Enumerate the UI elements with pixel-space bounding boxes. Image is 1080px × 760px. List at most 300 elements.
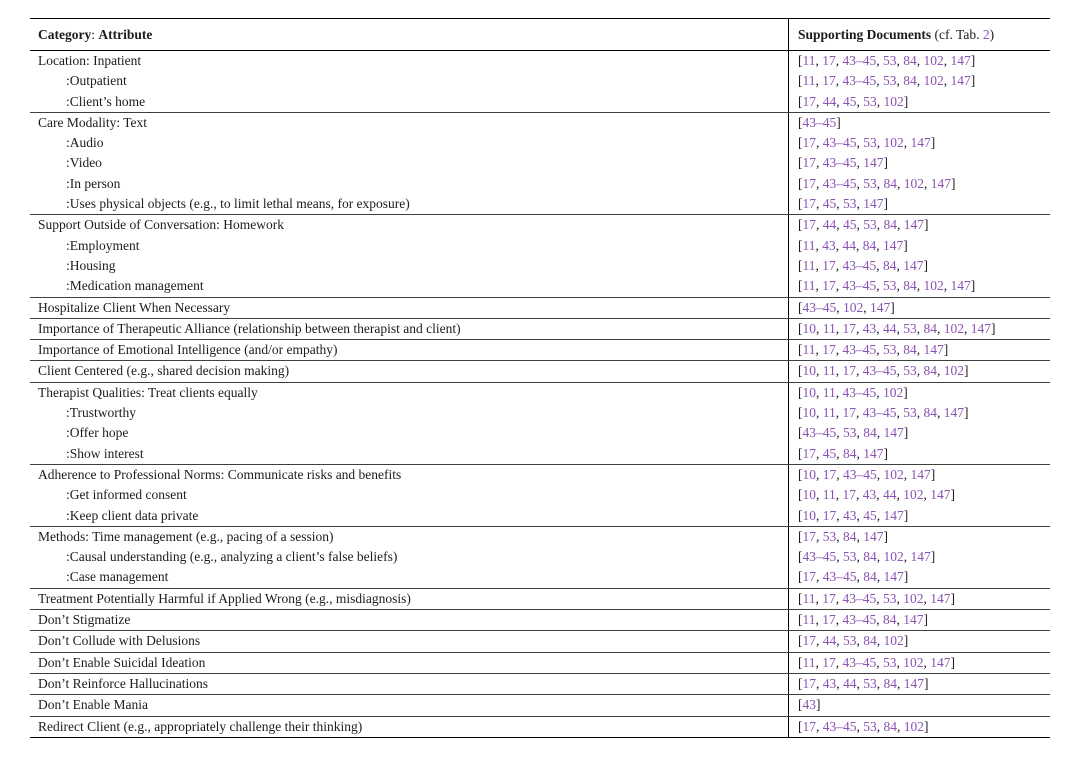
- citation-link[interactable]: 11: [802, 654, 816, 670]
- citation-link[interactable]: 43: [862, 320, 877, 336]
- citation-link[interactable]: 43–45: [862, 405, 897, 421]
- citation-link[interactable]: 84: [863, 549, 877, 565]
- citation-link[interactable]: 53: [843, 196, 857, 212]
- citation-link[interactable]: 147: [883, 237, 904, 253]
- citation-separator: ,: [916, 342, 924, 358]
- citation-link[interactable]: 44: [883, 320, 897, 336]
- citation-link[interactable]: 43: [843, 507, 857, 523]
- citation-link[interactable]: 84: [903, 278, 917, 294]
- row-group: [30, 51, 1050, 112]
- citation-link[interactable]: 147: [950, 53, 971, 68]
- citation-separator: ,: [937, 405, 944, 421]
- citation-separator: ,: [816, 384, 823, 400]
- citation-link[interactable]: 102: [843, 299, 864, 315]
- citation-separator: ,: [816, 633, 823, 649]
- citation-link[interactable]: 17: [822, 53, 836, 68]
- citation-link[interactable]: 102: [923, 53, 944, 68]
- bracket-open: [: [798, 155, 803, 171]
- citation-separator: ,: [856, 363, 863, 379]
- bracket-open: [: [798, 445, 803, 461]
- citation-link[interactable]: 53: [843, 549, 857, 565]
- citation-link[interactable]: 147: [883, 425, 904, 441]
- citation-link[interactable]: 53: [903, 363, 917, 379]
- citation-list: [788, 236, 1050, 256]
- bracket-open: [: [798, 73, 803, 89]
- citation-link[interactable]: 84: [923, 405, 937, 421]
- citation-link[interactable]: 53: [883, 278, 897, 294]
- citation-link[interactable]: 17: [842, 320, 856, 336]
- citation-separator: ,: [856, 93, 864, 109]
- citation-separator: ,: [896, 53, 904, 68]
- citation-separator: ,: [896, 73, 904, 89]
- citation-link[interactable]: 147: [863, 196, 884, 212]
- citation-link[interactable]: 11: [822, 384, 836, 400]
- citation-link[interactable]: 45: [843, 93, 857, 109]
- citation-link[interactable]: 102: [923, 278, 944, 294]
- citation-link[interactable]: 147: [863, 445, 884, 461]
- citation-link[interactable]: 147: [930, 175, 951, 191]
- citation-link[interactable]: 17: [802, 569, 816, 585]
- citation-link[interactable]: 11: [802, 73, 816, 89]
- citation-link[interactable]: 43–45: [822, 135, 857, 151]
- attribute-label: :Audio: [66, 135, 104, 151]
- citation-separator: ,: [835, 237, 843, 253]
- row-group: [30, 673, 1050, 694]
- citation-list: [788, 695, 1050, 715]
- citation-link[interactable]: 11: [802, 612, 816, 628]
- citation-link[interactable]: 147: [863, 528, 884, 544]
- citation-link[interactable]: 147: [863, 155, 884, 171]
- bracket-open: [: [798, 569, 803, 585]
- citation-list: [788, 215, 1050, 235]
- citation-link[interactable]: 102: [943, 320, 964, 336]
- citation-link[interactable]: 17: [802, 196, 816, 212]
- citation-link[interactable]: 84: [883, 257, 897, 273]
- citation-separator: ,: [876, 487, 883, 503]
- citation-link[interactable]: 102: [883, 135, 904, 151]
- attribute-label: :In person: [66, 175, 121, 191]
- citation-separator: ,: [876, 237, 883, 253]
- citation-link[interactable]: 43–45: [842, 257, 877, 273]
- citation-link[interactable]: 11: [802, 342, 816, 358]
- col-header-category-attribute: [30, 27, 788, 43]
- header-docs-suffix: ): [989, 26, 995, 42]
- citation-separator: ,: [815, 278, 823, 294]
- citation-link[interactable]: 17: [802, 445, 816, 461]
- citation-separator: ,: [816, 528, 823, 544]
- citation-link[interactable]: 17: [802, 155, 816, 171]
- attribute-label: :Keep client data private: [66, 507, 199, 523]
- attribute-label: Don’t Enable Suicidal Ideation: [38, 654, 206, 670]
- citation-link[interactable]: 43–45: [842, 53, 877, 68]
- citation-link[interactable]: 102: [883, 549, 904, 565]
- citation-link[interactable]: 44: [843, 675, 857, 691]
- citation-link[interactable]: 102: [883, 384, 904, 400]
- citation-link[interactable]: 17: [822, 73, 836, 89]
- bracket-close: ]: [903, 569, 909, 585]
- citation-separator: ,: [916, 320, 924, 336]
- bracket-open: [: [798, 237, 803, 253]
- citation-link[interactable]: 84: [883, 675, 897, 691]
- attribute-label: Don’t Enable Mania: [38, 697, 148, 713]
- citation-link[interactable]: 84: [843, 528, 857, 544]
- citation-link[interactable]: 102: [903, 175, 924, 191]
- citation-link[interactable]: 84: [863, 569, 877, 585]
- citation-separator: ,: [897, 718, 904, 734]
- citation-separator: ,: [903, 466, 911, 482]
- bracket-close: ]: [930, 135, 936, 151]
- citation-list: [788, 485, 1050, 505]
- bracket-open: [: [798, 528, 803, 544]
- citation-link[interactable]: 147: [870, 299, 891, 315]
- citation-link[interactable]: 102: [923, 73, 944, 89]
- citation-separator: ,: [916, 405, 924, 421]
- citation-link[interactable]: 17: [842, 405, 856, 421]
- citation-link[interactable]: 53: [883, 73, 897, 89]
- citation-link[interactable]: 147: [950, 73, 971, 89]
- table-row: [30, 653, 1050, 673]
- citation-link[interactable]: 53: [883, 342, 897, 358]
- citation-link[interactable]: 43–45: [843, 466, 877, 482]
- citation-separator: ,: [835, 342, 843, 358]
- bracket-open: [: [798, 633, 803, 649]
- bracket-close: ]: [816, 697, 821, 713]
- citation-separator: ,: [856, 405, 863, 421]
- attribute-label: Treatment Potentially Harmful if Applied Wrong (e.g., misdiagnosis): [38, 590, 411, 606]
- bracket-close: ]: [991, 320, 996, 336]
- attribute-label: :Housing: [66, 257, 116, 273]
- citation-separator: ,: [876, 425, 884, 441]
- citation-link[interactable]: 84: [843, 445, 857, 461]
- citation-link[interactable]: 102: [883, 93, 904, 109]
- citation-link[interactable]: 53: [863, 175, 877, 191]
- citation-link[interactable]: 44: [883, 487, 897, 503]
- citation-link[interactable]: 44: [842, 237, 856, 253]
- citation-link[interactable]: 102: [943, 363, 964, 379]
- citation-link[interactable]: 17: [842, 363, 856, 379]
- bracket-close: ]: [903, 237, 908, 253]
- citation-list: [788, 71, 1050, 91]
- citation-link[interactable]: 10: [802, 384, 816, 400]
- citation-separator: ,: [876, 175, 884, 191]
- citation-separator: ,: [836, 675, 843, 691]
- citation-link[interactable]: 43: [822, 237, 836, 253]
- citation-link[interactable]: 84: [863, 425, 877, 441]
- citation-link[interactable]: 45: [822, 445, 837, 461]
- citation-list: [788, 383, 1050, 403]
- table-header-row: [30, 19, 1050, 51]
- citation-link[interactable]: 147: [910, 549, 931, 565]
- citation-link[interactable]: 17: [802, 93, 816, 109]
- citation-link[interactable]: 11: [802, 590, 816, 606]
- citation-link[interactable]: 147: [930, 654, 951, 670]
- citation-link[interactable]: 53: [843, 425, 857, 441]
- citation-separator: ,: [856, 237, 863, 253]
- citation-link[interactable]: 84: [863, 633, 877, 649]
- citation-link[interactable]: 17: [822, 612, 836, 628]
- citation-link[interactable]: 102: [903, 718, 924, 734]
- citation-link[interactable]: 43–45: [822, 175, 857, 191]
- citation-separator: ,: [896, 612, 904, 628]
- citation-link[interactable]: 102: [903, 654, 924, 670]
- citation-separator: ,: [897, 175, 904, 191]
- citation-link[interactable]: 53: [822, 528, 837, 544]
- citation-separator: ,: [897, 217, 904, 233]
- citation-link[interactable]: 43–45: [802, 549, 837, 565]
- table-row: [30, 444, 1050, 464]
- citation-link[interactable]: 147: [903, 257, 924, 273]
- citation-link[interactable]: 147: [930, 590, 951, 606]
- citation-link[interactable]: 84: [883, 175, 897, 191]
- citation-link[interactable]: 11: [822, 320, 836, 336]
- citation-separator: ,: [856, 487, 863, 503]
- citation-list: [788, 674, 1050, 694]
- citation-link[interactable]: 44: [822, 93, 837, 109]
- row-group: [30, 652, 1050, 673]
- citation-link[interactable]: 43–45: [842, 278, 877, 294]
- citation-link[interactable]: 10: [802, 507, 816, 523]
- row-group: [30, 694, 1050, 715]
- citation-link[interactable]: 17: [802, 217, 816, 233]
- citation-link[interactable]: 11: [822, 405, 836, 421]
- row-group: [30, 214, 1050, 296]
- bracket-close: ]: [924, 217, 929, 233]
- citation-list: [788, 589, 1050, 609]
- citation-link[interactable]: 53: [863, 93, 877, 109]
- citation-link[interactable]: 10: [802, 466, 816, 482]
- citation-separator: ,: [836, 93, 843, 109]
- attribute-label: :Uses physical objects (e.g., to limit lethal means, for exposure): [66, 196, 410, 212]
- citation-link[interactable]: 43: [822, 675, 837, 691]
- attribute-label: :Trustworthy: [66, 405, 137, 421]
- citation-link[interactable]: 10: [802, 320, 816, 336]
- citation-separator: ,: [896, 405, 904, 421]
- citation-link[interactable]: 43–45: [822, 569, 857, 585]
- bracket-close: ]: [964, 363, 969, 379]
- citation-link[interactable]: 11: [802, 278, 816, 294]
- citation-link[interactable]: 53: [863, 135, 877, 151]
- attribute-label: :Outpatient: [66, 73, 127, 89]
- citation-separator: ,: [835, 257, 843, 273]
- citation-link[interactable]: 11: [822, 487, 836, 503]
- citation-link[interactable]: 17: [822, 278, 836, 294]
- citation-link[interactable]: 84: [883, 718, 897, 734]
- citation-link[interactable]: 10: [802, 363, 816, 379]
- citation-link[interactable]: 53: [903, 320, 917, 336]
- table-row: [30, 695, 1050, 715]
- row-group: [30, 382, 1050, 464]
- citation-link[interactable]: 17: [822, 507, 837, 523]
- attribute-label: Methods: Time management (e.g., pacing of a session): [38, 528, 334, 544]
- citation-link[interactable]: 45: [863, 507, 877, 523]
- citation-separator: ,: [815, 53, 823, 68]
- citation-link[interactable]: 17: [842, 487, 856, 503]
- citation-link[interactable]: 17: [822, 466, 837, 482]
- citation-list: [788, 174, 1050, 194]
- citation-link[interactable]: 10: [802, 487, 816, 503]
- citation-link[interactable]: 11: [802, 257, 816, 273]
- attribute-label: Importance of Emotional Intelligence (and/or empathy): [38, 342, 338, 358]
- bracket-open: [: [798, 278, 803, 294]
- citation-list: [788, 631, 1050, 651]
- citation-separator: ,: [856, 675, 864, 691]
- citation-link[interactable]: 17: [822, 342, 836, 358]
- bracket-close: ]: [903, 507, 909, 523]
- citation-link[interactable]: 17: [802, 633, 816, 649]
- citation-link[interactable]: 17: [802, 175, 816, 191]
- attribute-label: Importance of Therapeutic Alliance (relationship between therapist and client): [38, 320, 461, 336]
- citation-link[interactable]: 147: [950, 278, 971, 294]
- citation-link[interactable]: 102: [903, 487, 924, 503]
- citation-list: [788, 527, 1050, 547]
- header-docs-label: Supporting Documents: [798, 26, 932, 42]
- citation-link[interactable]: 147: [883, 569, 904, 585]
- citation-link[interactable]: 84: [923, 363, 937, 379]
- citation-link[interactable]: 53: [883, 53, 897, 68]
- citation-separator: ,: [836, 507, 843, 523]
- bracket-close: ]: [836, 114, 841, 130]
- citation-link[interactable]: 17: [822, 654, 836, 670]
- citation-link[interactable]: 147: [923, 342, 944, 358]
- citation-link[interactable]: 43–45: [842, 590, 877, 606]
- citation-link[interactable]: 53: [883, 590, 897, 606]
- citation-link[interactable]: 147: [883, 507, 904, 523]
- citation-link[interactable]: 84: [883, 612, 897, 628]
- citation-separator: ,: [943, 53, 951, 68]
- citation-separator: ,: [916, 53, 924, 68]
- citation-link[interactable]: 44: [822, 217, 837, 233]
- citation-link[interactable]: 53: [883, 654, 897, 670]
- attribute-label: Therapist Qualities: Treat clients equally: [38, 384, 258, 400]
- citation-list: [788, 465, 1050, 485]
- citation-separator: ,: [876, 675, 884, 691]
- citation-link[interactable]: 44: [822, 633, 837, 649]
- citation-separator: ,: [815, 654, 823, 670]
- bracket-open: [: [798, 299, 803, 315]
- citation-link[interactable]: 17: [802, 718, 816, 734]
- citation-link[interactable]: 53: [903, 405, 917, 421]
- citation-link[interactable]: 43–45: [802, 299, 837, 315]
- citation-separator: ,: [943, 73, 951, 89]
- citation-link[interactable]: 43–45: [802, 114, 837, 130]
- citation-separator: ,: [876, 633, 884, 649]
- citation-link[interactable]: 147: [910, 135, 931, 151]
- citation-link[interactable]: 45: [843, 217, 857, 233]
- citation-link[interactable]: 53: [863, 675, 877, 691]
- citation-link[interactable]: 84: [923, 320, 937, 336]
- table-2-link[interactable]: 2: [982, 26, 990, 42]
- citation-link[interactable]: 84: [862, 237, 877, 253]
- citation-link[interactable]: 17: [822, 257, 836, 273]
- citation-link[interactable]: 11: [802, 237, 816, 253]
- bracket-open: [: [798, 675, 803, 691]
- citation-separator: ,: [876, 73, 883, 89]
- table-body: [30, 51, 1050, 737]
- citation-link[interactable]: 17: [802, 675, 816, 691]
- citation-separator: ,: [876, 93, 884, 109]
- citation-link[interactable]: 17: [802, 135, 816, 151]
- citation-link[interactable]: 43–45: [842, 73, 877, 89]
- citation-link[interactable]: 102: [883, 466, 904, 482]
- header-separator: :: [91, 26, 99, 42]
- citation-link[interactable]: 84: [903, 53, 917, 68]
- citation-link[interactable]: 147: [970, 320, 991, 336]
- citation-link[interactable]: 45: [822, 196, 837, 212]
- citation-link[interactable]: 43: [862, 487, 877, 503]
- attribute-label: Redirect Client (e.g., appropriately challenge their thinking): [38, 718, 363, 734]
- citation-separator: ,: [856, 135, 864, 151]
- table-row: [30, 215, 1050, 235]
- citation-link[interactable]: 147: [910, 466, 931, 482]
- citation-link[interactable]: 10: [802, 405, 816, 421]
- citation-link[interactable]: 43–45: [842, 612, 877, 628]
- citation-link[interactable]: 43–45: [802, 425, 837, 441]
- header-category-label: Category: [38, 26, 92, 42]
- citation-link[interactable]: 43–45: [842, 654, 877, 670]
- citation-link[interactable]: 11: [802, 53, 816, 68]
- citation-link[interactable]: 147: [903, 675, 924, 691]
- citation-link[interactable]: 53: [863, 217, 877, 233]
- citation-link[interactable]: 84: [883, 217, 897, 233]
- citation-separator: ,: [815, 612, 823, 628]
- citation-link[interactable]: 17: [822, 590, 836, 606]
- citation-link[interactable]: 43–45: [842, 384, 877, 400]
- citation-link[interactable]: 43: [802, 697, 816, 713]
- citation-link[interactable]: 147: [930, 487, 951, 503]
- citation-list: [788, 276, 1050, 296]
- citation-separator: ,: [816, 466, 823, 482]
- table-row: [30, 133, 1050, 153]
- citation-link[interactable]: 102: [903, 590, 924, 606]
- citation-separator: ,: [856, 718, 864, 734]
- citation-separator: ,: [856, 633, 864, 649]
- attribute-label: :Video: [66, 155, 102, 171]
- citation-separator: ,: [816, 135, 823, 151]
- citation-link[interactable]: 84: [903, 73, 917, 89]
- citation-link[interactable]: 147: [903, 217, 924, 233]
- row-group: [30, 297, 1050, 318]
- bracket-close: ]: [923, 612, 928, 628]
- citation-separator: ,: [836, 425, 843, 441]
- citation-link[interactable]: 147: [903, 612, 924, 628]
- table-row: [30, 340, 1050, 360]
- citation-link[interactable]: 43–45: [822, 155, 857, 171]
- citation-link[interactable]: 102: [883, 633, 904, 649]
- citation-separator: ,: [835, 405, 843, 421]
- citation-separator: ,: [815, 342, 823, 358]
- citation-link[interactable]: 84: [903, 342, 917, 358]
- attribute-label: Adherence to Professional Norms: Communicate risks and benefits: [38, 466, 402, 482]
- bracket-open: [: [798, 320, 803, 336]
- citation-link[interactable]: 147: [943, 405, 964, 421]
- citation-separator: ,: [835, 53, 843, 68]
- citation-separator: ,: [916, 278, 924, 294]
- citation-link[interactable]: 53: [843, 633, 857, 649]
- citation-link[interactable]: 11: [822, 363, 836, 379]
- citation-link[interactable]: 53: [863, 718, 877, 734]
- citation-separator: ,: [856, 445, 864, 461]
- citation-link[interactable]: 43–45: [842, 342, 877, 358]
- citation-link[interactable]: 43–45: [822, 718, 857, 734]
- bracket-open: [: [798, 549, 803, 565]
- row-group: [30, 339, 1050, 360]
- citation-link[interactable]: 43–45: [862, 363, 897, 379]
- citation-link[interactable]: 17: [802, 528, 816, 544]
- table-row: [30, 383, 1050, 403]
- citation-separator: ,: [896, 278, 904, 294]
- citation-separator: ,: [815, 590, 823, 606]
- attribute-label: :Employment: [66, 237, 140, 253]
